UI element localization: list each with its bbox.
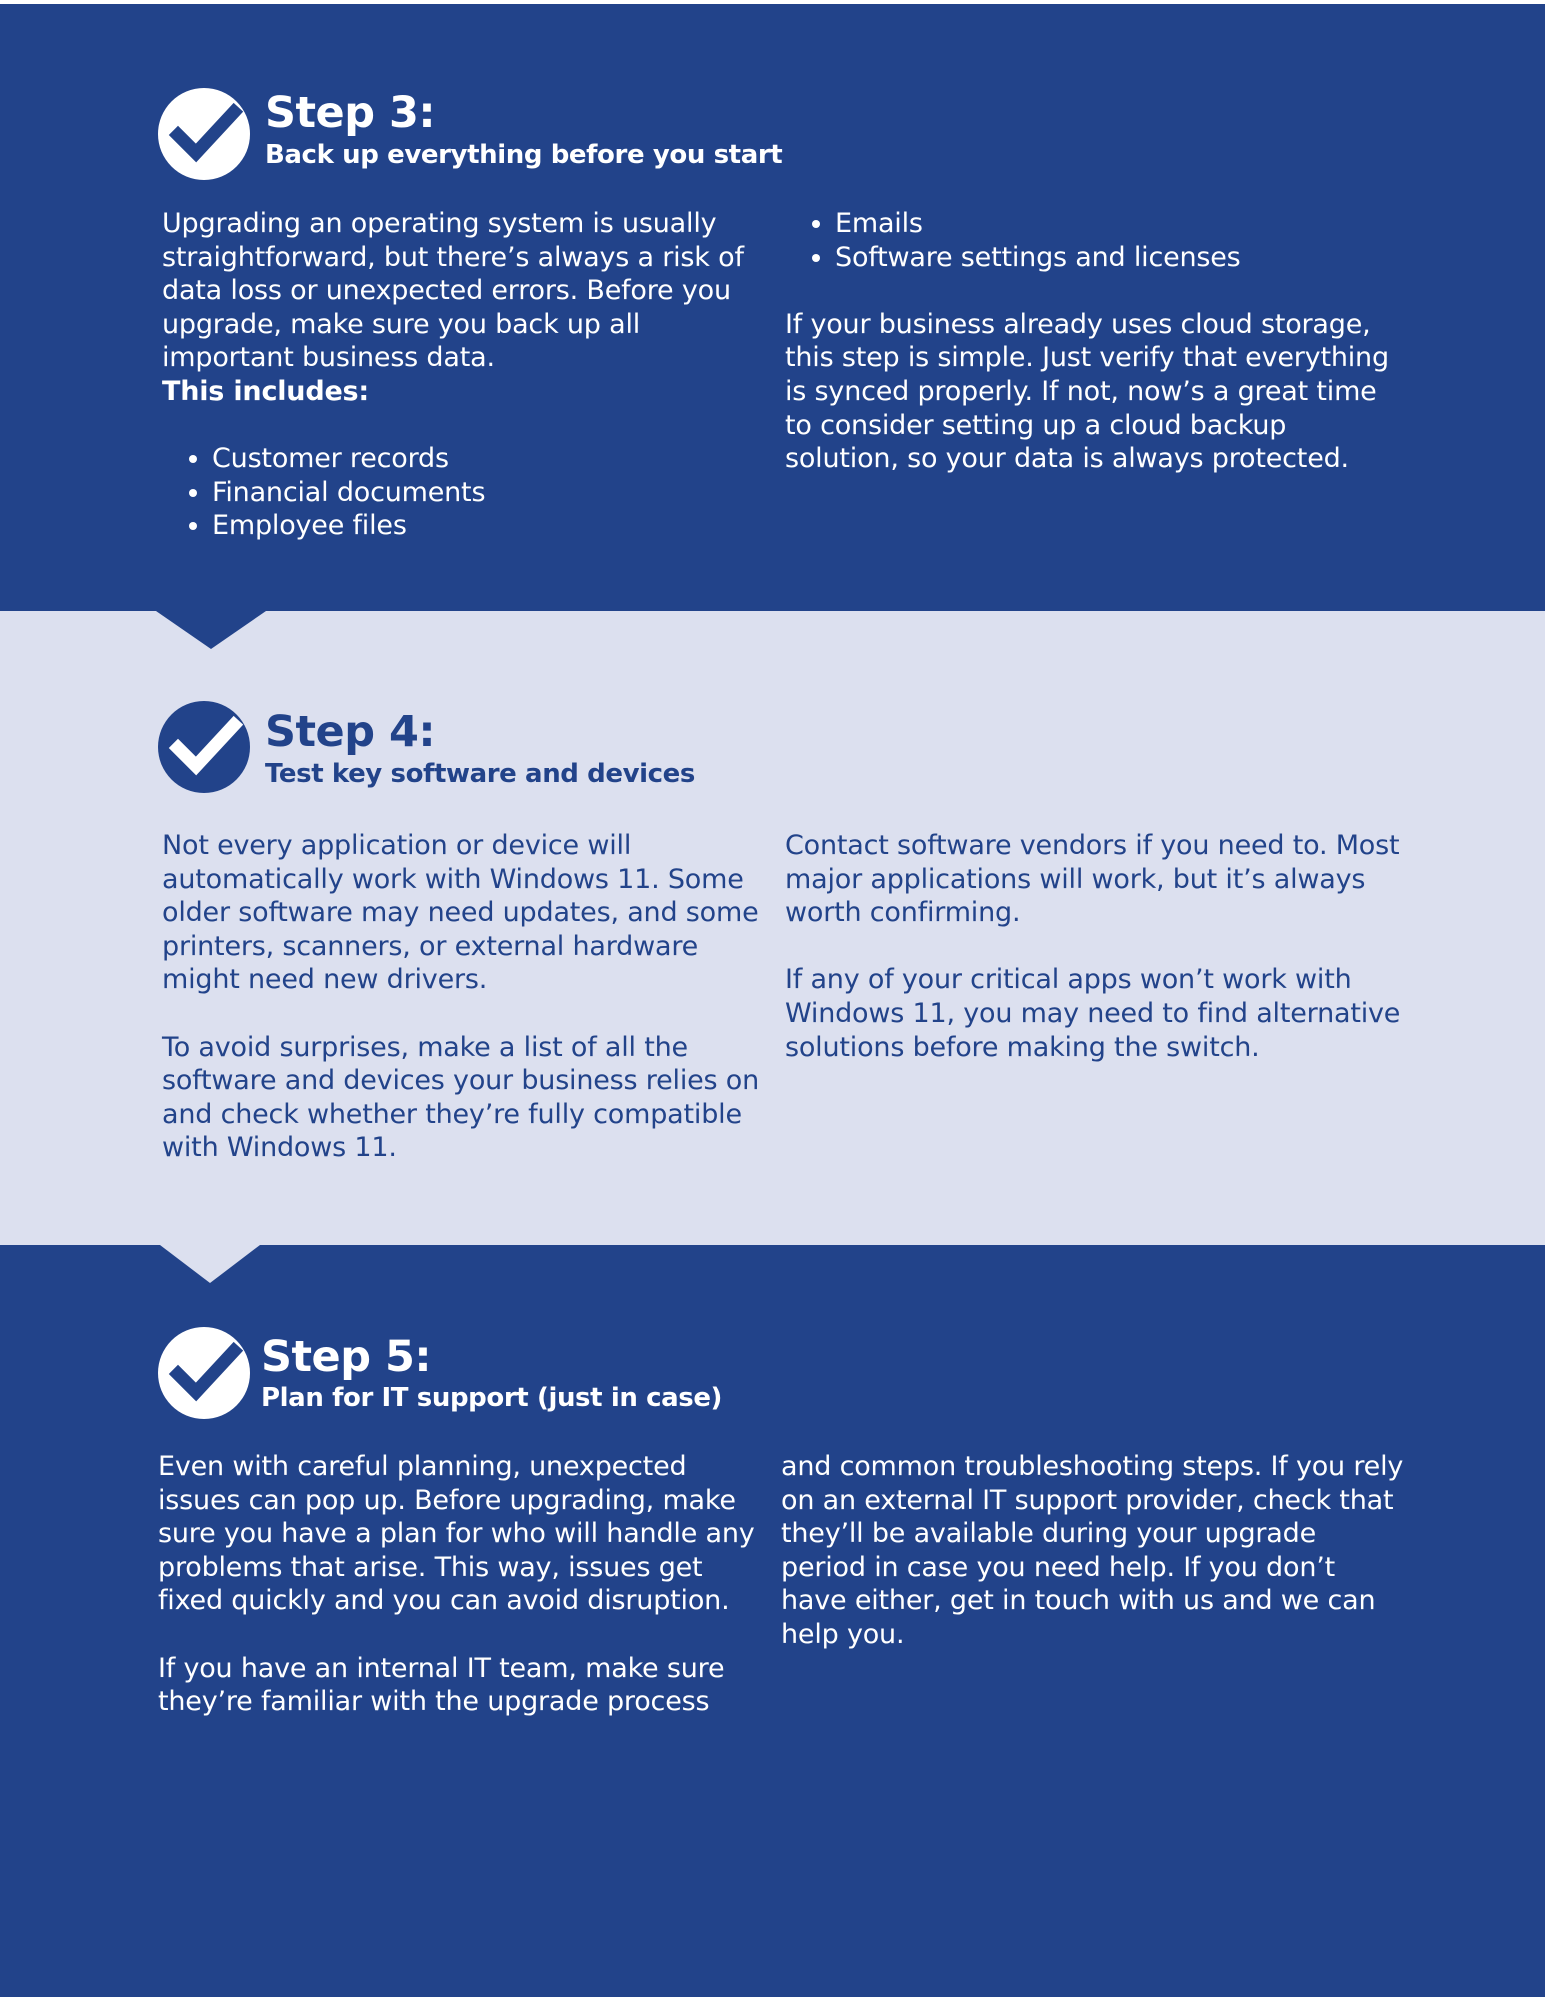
step-5-paragraph-1: Even with careful planning, unexpected issues can pop up. Before upgrading, make sure you have a plan for who will handle any problems that arise. This way, issues get fixed quickly and you can avoid disruption. bbox=[158, 1451, 755, 1617]
step-3-right-column bbox=[785, 207, 1405, 476]
step-5-right-column bbox=[781, 1450, 1406, 1652]
step-3-section bbox=[0, 4, 1545, 611]
step-4-right-column bbox=[785, 829, 1405, 1064]
step-5-paragraph-3: and common troubleshooting steps. If you rely on an external IT support provider, check that they’ll be available during your upgrade period in case you need help. If you don’t have either, get in touch with us and we can help you. bbox=[781, 1451, 1404, 1650]
step-3-left-column bbox=[162, 207, 762, 543]
step-4-paragraph-2: To avoid surprises, make a list of all the software and devices your business relies on and check whether they’re fully compatible with Windows 11. bbox=[162, 1031, 760, 1164]
list-item: • Emails bbox=[835, 207, 1405, 241]
step-5-title: Step 5: bbox=[261, 1332, 432, 1382]
step-5-paragraph-2: If you have an internal IT team, make sure they’re familiar with the upgrade process bbox=[158, 1652, 725, 1718]
section-divider-notch bbox=[160, 1245, 260, 1283]
step-3-subtitle: Back up everything before you start bbox=[265, 140, 783, 170]
step-3-title: Step 3: bbox=[265, 88, 436, 138]
section-divider-notch bbox=[156, 611, 266, 649]
step-3-includes-label: This includes: bbox=[162, 375, 370, 407]
step-4-subtitle: Test key software and devices bbox=[265, 759, 695, 789]
step-3-list-right bbox=[785, 207, 1405, 274]
checkmark-icon bbox=[158, 88, 250, 180]
list-item: • Financial documents bbox=[212, 476, 762, 510]
step-5-left-column bbox=[158, 1450, 768, 1719]
step-4-title: Step 4: bbox=[265, 707, 436, 757]
step-3-intro: Upgrading an operating system is usually straightforward, but there’s always a risk of data loss or unexpected errors. Before you upgrade, make sure you back up all important business data. bbox=[162, 208, 744, 374]
list-item: • Employee files bbox=[212, 509, 762, 543]
list-item: • Customer records bbox=[212, 442, 762, 476]
step-4-paragraph-3: Contact software vendors if you need to. Most major applications will work, but it’s always worth confirming. bbox=[785, 830, 1400, 929]
step-5-section bbox=[0, 1245, 1545, 1997]
step-3-cloud-paragraph: If your business already uses cloud storage, this step is simple. Just verify that everything is synced properly. If not, now’s a great time to consider setting up a cloud backup solution, so your data is always protected. bbox=[785, 308, 1389, 475]
checkmark-icon bbox=[158, 701, 250, 793]
step-3-list-left bbox=[162, 442, 762, 543]
step-4-left-column bbox=[162, 829, 762, 1165]
step-4-paragraph-1: Not every application or device will automatically work with Windows 11. Some older software may need updates, and some printers, scanners, or external hardware might need new drivers. bbox=[162, 830, 759, 996]
step-4-paragraph-4: If any of your critical apps won’t work with Windows 11, you may need to find alternative solutions before making the switch. bbox=[785, 964, 1401, 1063]
step-5-subtitle: Plan for IT support (just in case) bbox=[261, 1383, 723, 1413]
checkmark-icon bbox=[158, 1327, 250, 1419]
step-4-section bbox=[0, 611, 1545, 1245]
list-item: • Software settings and licenses bbox=[835, 241, 1405, 275]
